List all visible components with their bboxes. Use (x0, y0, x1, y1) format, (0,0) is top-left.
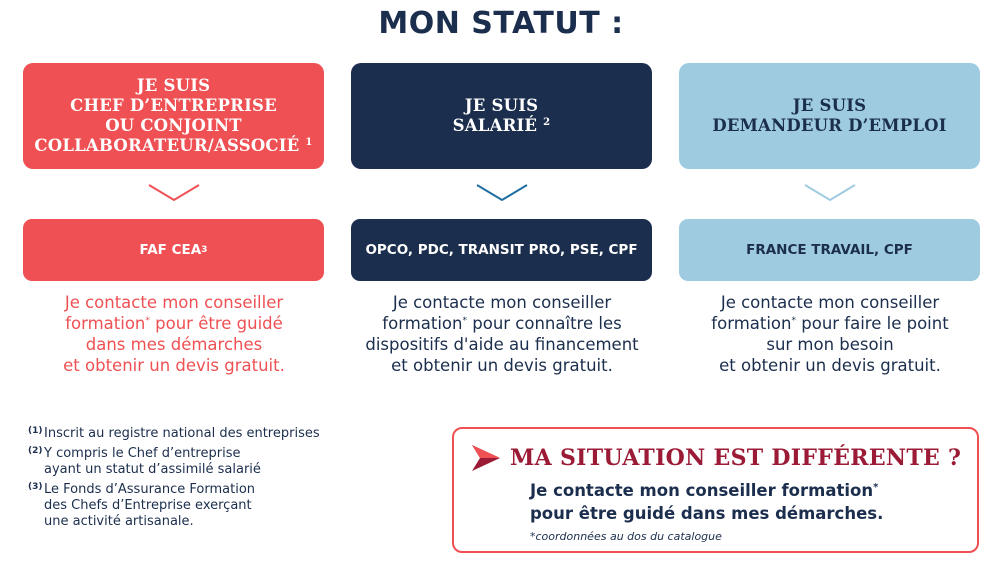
footnotes (28, 426, 408, 534)
callout-note: *coordonnées au dos du catalogue (530, 530, 722, 543)
description-chef-entreprise: Je contacte mon conseiller formation* pour être guidé dans mes démarches et obtenir un devis gratuit. (63, 293, 285, 375)
footnote-3: (3) Le Fonds d’Assurance Formation des Chefs d’Entreprise exerçant une activité artisanale. (28, 482, 256, 529)
header-line: OU CONJOINT (105, 116, 242, 135)
header-line: JE SUIS (464, 96, 539, 115)
chevron-down-icon (803, 181, 857, 203)
situation-callout[interactable] (452, 427, 979, 553)
description-salarie: Je contacte mon conseiller formation* pour connaître les dispositifs d'aide au financement et obtenir un devis gratuit. (365, 293, 639, 375)
chevron-down-icon (147, 181, 201, 203)
header-line: SALARIÉ $^2$ (452, 116, 551, 135)
funding-label: OPCO, PDC, TRANSIT PRO, PSE, CPF (365, 242, 638, 258)
callout-title: MA SITUATION EST DIFFÉRENTE ? (510, 445, 962, 471)
footnote-2: (2) Y compris le Chef d’entreprise ayant un statut d’assimilé salarié (28, 446, 261, 477)
page-title: MON STATUT : (378, 6, 624, 41)
header-line: COLLABORATEUR/ASSOCIÉ $^1$ (34, 136, 313, 155)
funding-box-opco (351, 219, 652, 281)
footnote-ref: 1 (305, 137, 313, 148)
funding-box-faf-cea: FAF CEA 3 (23, 219, 324, 281)
status-card-demandeur-emploi[interactable] (679, 63, 980, 169)
status-card-chef-entreprise[interactable] (23, 63, 324, 169)
funding-label: FRANCE TRAVAIL, CPF (746, 242, 913, 258)
header-line: JE SUIS (136, 76, 211, 95)
header-line: JE SUIS (792, 96, 867, 115)
funding-box-france-travail (679, 219, 980, 281)
chevron-down-icon (475, 181, 529, 203)
description-demandeur-emploi: Je contacte mon conseiller formation* pour faire le point sur mon besoin et obtenir un devis gratuit. (711, 293, 949, 375)
arrow-right-icon (470, 443, 502, 473)
footnote-ref: 2 (543, 117, 551, 128)
header-line: DEMANDEUR D’EMPLOI (712, 116, 947, 135)
status-card-salarie[interactable] (351, 63, 652, 169)
footnote-1: (1) Inscrit au registre national des entreprises (28, 426, 320, 441)
funding-label: FAF CEA (139, 242, 202, 258)
header-line: CHEF D’ENTREPRISE (70, 96, 277, 115)
callout-body: Je contacte mon conseiller formation* pour être guidé dans mes démarches. (530, 481, 884, 523)
